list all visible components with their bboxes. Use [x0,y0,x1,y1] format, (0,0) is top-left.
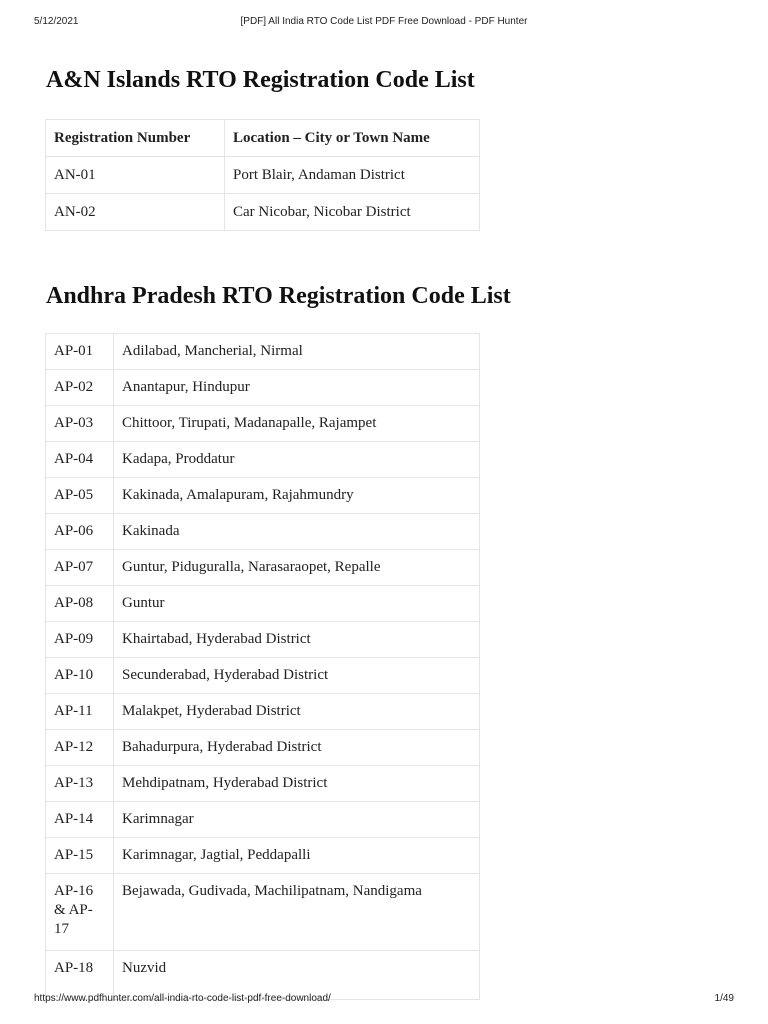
table-row [46,406,480,442]
registration-code-cell: AP-03 [46,406,114,442]
column-header-registration-number: Registration Number [46,120,225,157]
registration-code-cell: AP-15 [46,838,114,874]
location-cell: Bejawada, Gudivada, Machilipatnam, Nandigama [114,874,480,951]
table-row [46,157,480,194]
table-row [46,334,480,370]
table-row [46,586,480,622]
registration-code-cell: AP-12 [46,730,114,766]
registration-code-cell: AP-18 [46,951,114,1000]
location-cell: Guntur [114,586,480,622]
registration-code-cell: AP-07 [46,550,114,586]
table-row [46,694,480,730]
an-section-heading: A&N Islands RTO Registration Code List [46,67,475,93]
registration-code-cell: AP-02 [46,370,114,406]
registration-code-cell: AP-16 & AP-17 [46,874,114,951]
print-footer [34,993,734,1007]
registration-code-cell: AN-01 [46,157,225,194]
location-cell: Chittoor, Tirupati, Madanapalle, Rajampet [114,406,480,442]
table-row [46,658,480,694]
registration-code-cell: AP-11 [46,694,114,730]
registration-code-cell: AP-08 [46,586,114,622]
registration-code-cell: AP-14 [46,802,114,838]
location-cell: Anantapur, Hindupur [114,370,480,406]
location-cell: Guntur, Piduguralla, Narasaraopet, Repalle [114,550,480,586]
table-row [46,370,480,406]
registration-code-cell: AP-06 [46,514,114,550]
print-page-title: [PDF] All India RTO Code List PDF Free Download - PDF Hunter [240,16,528,27]
location-cell: Car Nicobar, Nicobar District [225,194,480,231]
location-cell: Secunderabad, Hyderabad District [114,658,480,694]
table-row [46,874,480,951]
location-cell: Adilabad, Mancherial, Nirmal [114,334,480,370]
table-row [46,766,480,802]
registration-code-cell: AP-10 [46,658,114,694]
print-date: 5/12/2021 [34,16,79,27]
location-cell: Port Blair, Andaman District [225,157,480,194]
table-row [46,514,480,550]
table-row [46,802,480,838]
location-cell: Bahadurpura, Hyderabad District [114,730,480,766]
location-cell: Kakinada [114,514,480,550]
ap-section-heading: Andhra Pradesh RTO Registration Code List [46,283,511,309]
table-row [46,478,480,514]
page-number: 1/49 [714,993,734,1004]
table-row [46,622,480,658]
location-cell: Kakinada, Amalapuram, Rajahmundry [114,478,480,514]
table-row [46,838,480,874]
table-row [46,550,480,586]
print-header [34,16,734,30]
an-rto-table [45,119,480,231]
location-cell: Karimnagar [114,802,480,838]
registration-code-cell: AP-01 [46,334,114,370]
registration-code-cell: AP-04 [46,442,114,478]
location-cell: Mehdipatnam, Hyderabad District [114,766,480,802]
location-cell: Khairtabad, Hyderabad District [114,622,480,658]
location-cell: Malakpet, Hyderabad District [114,694,480,730]
registration-code-cell: AP-09 [46,622,114,658]
table-row [46,442,480,478]
table-row [46,730,480,766]
registration-code-cell: AP-05 [46,478,114,514]
registration-code-cell: AP-13 [46,766,114,802]
column-header-location: Location – City or Town Name [225,120,480,157]
ap-rto-table [45,333,480,1000]
location-cell: Kadapa, Proddatur [114,442,480,478]
location-cell: Karimnagar, Jagtial, Peddapalli [114,838,480,874]
location-cell: Nuzvid [114,951,480,1000]
registration-code-cell: AN-02 [46,194,225,231]
print-url[interactable]: https://www.pdfhunter.com/all-india-rto-code-list-pdf-free-download/ [34,993,331,1004]
table-row [46,194,480,231]
table-header-row [46,120,480,157]
